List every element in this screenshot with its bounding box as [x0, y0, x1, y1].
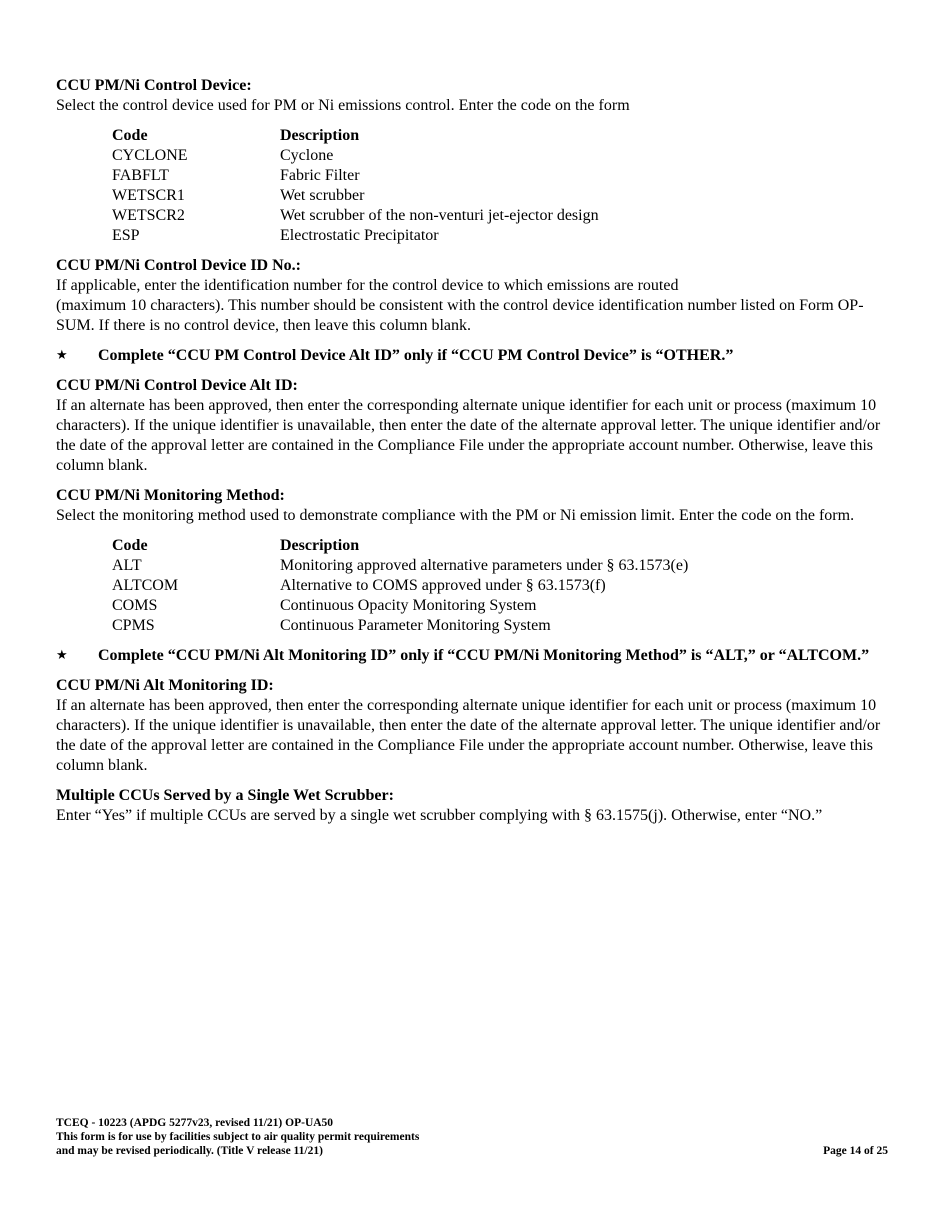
column-header-description: Description [280, 127, 360, 144]
section-text-line1: If applicable, enter the identification number for the control device to which emissions are routed [56, 277, 679, 294]
code-cell: CPMS [112, 617, 155, 634]
control-device-code-table [112, 126, 599, 246]
description-cell: Alternative to COMS approved under § 63.1573(f) [280, 577, 606, 594]
section-control-device [56, 76, 892, 246]
section-alt-monitoring-id [56, 676, 892, 776]
table-header-row [112, 536, 688, 556]
page-number: Page 14 of 25 [823, 1145, 888, 1157]
code-cell: ESP [112, 227, 140, 244]
section-text: Enter “Yes” if multiple CCUs are served by a single wet scrubber complying with § 63.1575(j). Otherwise, enter “NO.” [56, 807, 823, 824]
table-row [112, 556, 688, 576]
description-cell: Fabric Filter [280, 167, 360, 184]
description-cell: Continuous Parameter Monitoring System [280, 617, 551, 634]
table-row [112, 616, 688, 636]
section-heading: CCU PM/Ni Control Device ID No.: [56, 257, 301, 274]
code-cell: ALTCOM [112, 577, 179, 594]
description-cell: Continuous Opacity Monitoring System [280, 597, 537, 614]
description-cell: Wet scrubber of the non-venturi jet-ejector design [280, 207, 599, 224]
instruction-note [56, 646, 892, 666]
section-heading: CCU PM/Ni Control Device: [56, 77, 252, 94]
footer-revision-note: and may be revised periodically. (Title V release 11/21) [56, 1145, 323, 1157]
table-header-row [112, 126, 599, 146]
footer-usage-note: This form is for use by facilities subject to air quality permit requirements [56, 1131, 420, 1143]
table-row [112, 146, 599, 166]
section-heading: CCU PM/Ni Alt Monitoring ID: [56, 677, 274, 694]
table-row [112, 596, 688, 616]
section-heading: CCU PM/Ni Control Device Alt ID: [56, 377, 298, 394]
section-text: If an alternate has been approved, then enter the corresponding alternate unique identifier for each unit or process (maximum 10 characters). If the unique identifier is unavailable, then enter the date of the alternate approval letter. The unique identifier and/or the date of the approval letter are contained in the Compliance File under the appropriate account number. Otherwise, leave this column blank. [56, 697, 881, 774]
section-control-device-id [56, 256, 892, 336]
monitoring-method-code-table [112, 536, 688, 636]
column-header-code: Code [112, 537, 148, 554]
table-row [112, 576, 688, 596]
section-monitoring-method [56, 486, 892, 636]
table-row [112, 166, 599, 186]
section-text: If an alternate has been approved, then enter the corresponding alternate unique identifier for each unit or process (maximum 10 characters). If the unique identifier is unavailable, then enter the date of the alternate approval letter. The unique identifier and/or the date of the approval letter are contained in the Compliance File under the appropriate account number. Otherwise, leave this column blank. [56, 397, 881, 474]
note-text: Complete “CCU PM Control Device Alt ID” only if “CCU PM Control Device” is “OTHER.” [98, 347, 734, 364]
section-text: Select the control device used for PM or Ni emissions control. Enter the code on the form [56, 97, 630, 114]
document-body [56, 76, 892, 836]
section-control-device-alt-id [56, 376, 892, 476]
column-header-description: Description [280, 537, 360, 554]
section-heading: CCU PM/Ni Monitoring Method: [56, 487, 285, 504]
code-cell: COMS [112, 597, 158, 614]
code-cell: ALT [112, 557, 142, 574]
star-icon: ★ [56, 648, 68, 663]
description-cell: Monitoring approved alternative parameters under § 63.1573(e) [280, 557, 689, 574]
note-text: Complete “CCU PM/Ni Alt Monitoring ID” only if “CCU PM/Ni Monitoring Method” is “ALT,” or “ALTCOM.” [98, 647, 870, 664]
code-cell: CYCLONE [112, 147, 188, 164]
section-heading: Multiple CCUs Served by a Single Wet Scrubber: [56, 787, 394, 804]
section-text: Select the monitoring method used to demonstrate compliance with the PM or Ni emission limit. Enter the code on the form. [56, 507, 855, 524]
table-row [112, 206, 599, 226]
description-cell: Cyclone [280, 147, 334, 164]
section-multiple-ccus [56, 786, 892, 826]
table-row [112, 186, 599, 206]
table-row [112, 226, 599, 246]
description-cell: Wet scrubber [280, 187, 365, 204]
code-cell: FABFLT [112, 167, 169, 184]
description-cell: Electrostatic Precipitator [280, 227, 439, 244]
footer-form-id: TCEQ - 10223 (APDG 5277v23, revised 11/21) OP-UA50 [56, 1117, 334, 1129]
instruction-note [56, 346, 892, 366]
code-cell: WETSCR2 [112, 207, 185, 224]
code-cell: WETSCR1 [112, 187, 185, 204]
section-text-line2: (maximum 10 characters). This number should be consistent with the control device identification number listed on Form OP-SUM. If there is no control device, then leave this column blank. [56, 297, 864, 334]
page-footer [56, 1116, 888, 1158]
column-header-code: Code [112, 127, 148, 144]
star-icon: ★ [56, 348, 68, 363]
